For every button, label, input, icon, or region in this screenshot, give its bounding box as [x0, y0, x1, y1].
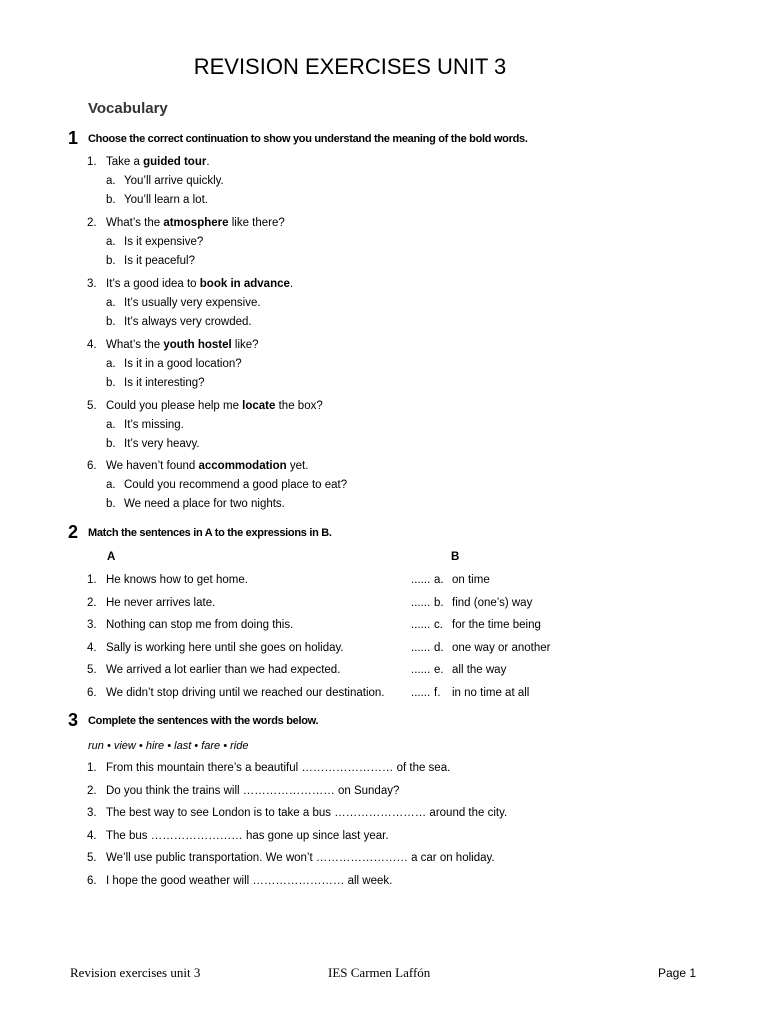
question-number: 3. — [87, 278, 97, 290]
question-item — [87, 339, 259, 351]
expression-b: for the time being — [452, 619, 541, 632]
expression-b: all the way — [452, 664, 507, 677]
footer-left: Revision exercises unit 3 — [70, 965, 201, 980]
question-item — [87, 217, 285, 229]
question-number: 4. — [87, 339, 97, 351]
answer-option — [106, 358, 242, 370]
option-text: Is it peaceful? — [124, 255, 195, 267]
answer-option — [106, 297, 261, 309]
option-letter: e. — [434, 664, 444, 677]
sentence-a: We didn’t stop driving until we reached our destination. — [106, 687, 385, 699]
option-text: It’s very heavy. — [124, 438, 200, 450]
answer-blank: ...... — [411, 664, 431, 677]
option-text: It’s always very crowded. — [124, 316, 252, 328]
option-text: You’ll arrive quickly. — [124, 175, 224, 187]
question-text: yet. — [286, 460, 309, 472]
column-a-header: A — [107, 551, 116, 563]
sentence-number: 2. — [87, 784, 97, 797]
option-letter: a. — [106, 297, 116, 309]
option-text: Is it in a good location? — [124, 358, 242, 370]
answer-blank: ...... — [411, 596, 431, 609]
question-item — [87, 156, 210, 168]
sentence-a: Nothing can stop me from doing this. — [106, 619, 294, 632]
row-number: 2. — [87, 596, 97, 609]
bold-term: locate — [242, 400, 276, 412]
question-text: Take a — [106, 156, 144, 168]
question-text: What’s the — [106, 217, 164, 229]
sentence-a: He never arrives late. — [106, 596, 216, 609]
question-text: . — [289, 278, 294, 290]
option-letter: f. — [434, 687, 441, 699]
sentence-number: 1. — [87, 762, 97, 774]
option-letter: a. — [106, 479, 116, 491]
option-letter: c. — [434, 619, 443, 632]
exercise-instruction: Complete the sentences with the words below. — [88, 715, 319, 727]
sentence-a: We arrived a lot earlier than we had expected. — [106, 664, 341, 677]
answer-blank: ...... — [411, 619, 431, 632]
question-text: like? — [231, 339, 259, 351]
answer-option — [106, 175, 224, 187]
option-letter: b. — [106, 316, 116, 328]
row-number: 5. — [87, 664, 97, 677]
sentence-a: Sally is working here until she goes on holiday. — [106, 641, 344, 654]
option-text: Is it interesting? — [124, 377, 205, 389]
answer-blank: ...... — [411, 641, 431, 654]
option-letter: b. — [106, 377, 116, 389]
option-text: Is it expensive? — [124, 236, 204, 248]
expression-b: on time — [452, 574, 490, 586]
question-text: What’s the — [106, 339, 164, 351]
option-text: You’ll learn a lot. — [124, 194, 208, 206]
word-list: run • view • hire • last • fare • ride — [88, 740, 249, 752]
sentence-text: The best way to see London is to take a bus …………………… around the city. — [106, 807, 508, 820]
answer-option — [106, 316, 252, 328]
question-text: Could you please help me — [106, 400, 243, 412]
exercise-number: 1 — [68, 128, 79, 148]
expression-b: one way or another — [452, 641, 551, 654]
answer-option — [106, 479, 347, 491]
question-item — [87, 278, 293, 290]
answer-option — [106, 419, 184, 431]
sentence-number: 3. — [87, 807, 97, 820]
option-letter: a. — [106, 419, 116, 431]
row-number: 6. — [87, 687, 97, 699]
option-text: It’s usually very expensive. — [124, 297, 261, 309]
footer-center: IES Carmen Laffón — [328, 965, 431, 980]
option-letter: b. — [106, 255, 116, 267]
bold-term: youth hostel — [163, 339, 232, 351]
question-number: 2. — [87, 217, 97, 229]
bold-term: accommodation — [198, 460, 287, 472]
sentence-number: 4. — [87, 829, 97, 842]
question-number: 6. — [87, 460, 97, 472]
option-text: Could you recommend a good place to eat? — [124, 479, 348, 491]
answer-option — [106, 194, 208, 206]
section-heading: Vocabulary — [88, 100, 168, 117]
question-number: 1. — [87, 156, 97, 168]
question-number: 5. — [87, 400, 97, 412]
expression-b: in no time at all — [452, 687, 530, 699]
bold-term: atmosphere — [163, 217, 229, 229]
option-text: It’s missing. — [124, 419, 184, 431]
question-item — [87, 400, 323, 412]
row-number: 4. — [87, 641, 97, 654]
sentence-text: Do you think the trains will …………………… on Sunday? — [106, 784, 400, 797]
option-letter: a. — [434, 574, 444, 586]
question-text: the box? — [275, 400, 323, 412]
exercise-number: 3 — [68, 710, 79, 730]
question-text: It’s a good idea to — [106, 278, 200, 290]
row-number: 3. — [87, 619, 97, 632]
option-letter: b. — [106, 194, 116, 206]
option-letter: a. — [106, 175, 116, 187]
answer-option — [106, 498, 285, 510]
sentence-number: 6. — [87, 875, 97, 887]
option-letter: d. — [434, 641, 444, 654]
exercise-instruction: Choose the correct continuation to show you understand the meaning of the bold words. — [88, 133, 528, 145]
question-item — [87, 460, 308, 472]
option-letter: b. — [106, 498, 116, 510]
question-text: . — [206, 156, 210, 168]
bold-term: guided tour — [143, 156, 207, 168]
option-letter: b. — [106, 438, 116, 450]
answer-blank: ...... — [411, 687, 431, 699]
sentence-text: I hope the good weather will …………………… all week. — [106, 875, 393, 887]
option-letter: b. — [434, 596, 444, 609]
exercise-number: 2 — [68, 522, 79, 542]
answer-option — [106, 438, 200, 450]
page-title: REVISION EXERCISES UNIT 3 — [193, 54, 507, 79]
sentence-text: We’ll use public transportation. We won’t …………………… a car on holiday. — [106, 852, 495, 865]
option-text: We need a place for two nights. — [124, 498, 285, 510]
sentence-a: He knows how to get home. — [106, 574, 248, 586]
sentence-text: From this mountain there’s a beautiful …………………… of the sea. — [106, 762, 451, 774]
sentence-text: The bus …………………… has gone up since last year. — [106, 829, 389, 842]
answer-blank: ...... — [411, 574, 431, 586]
answer-option — [106, 377, 205, 389]
row-number: 1. — [87, 574, 97, 586]
question-text: like there? — [228, 217, 285, 229]
option-letter: a. — [106, 358, 116, 370]
answer-option — [106, 236, 203, 248]
answer-option — [106, 255, 195, 267]
exercise-instruction: Match the sentences in A to the expressions in B. — [88, 527, 332, 539]
bold-term: book in advance — [199, 278, 290, 290]
footer-page-number: Page 1 — [658, 966, 697, 980]
expression-b: find (one’s) way — [452, 596, 533, 609]
option-letter: a. — [106, 236, 116, 248]
column-b-header: B — [451, 551, 460, 563]
question-text: We haven’t found — [106, 460, 199, 472]
sentence-number: 5. — [87, 852, 97, 865]
